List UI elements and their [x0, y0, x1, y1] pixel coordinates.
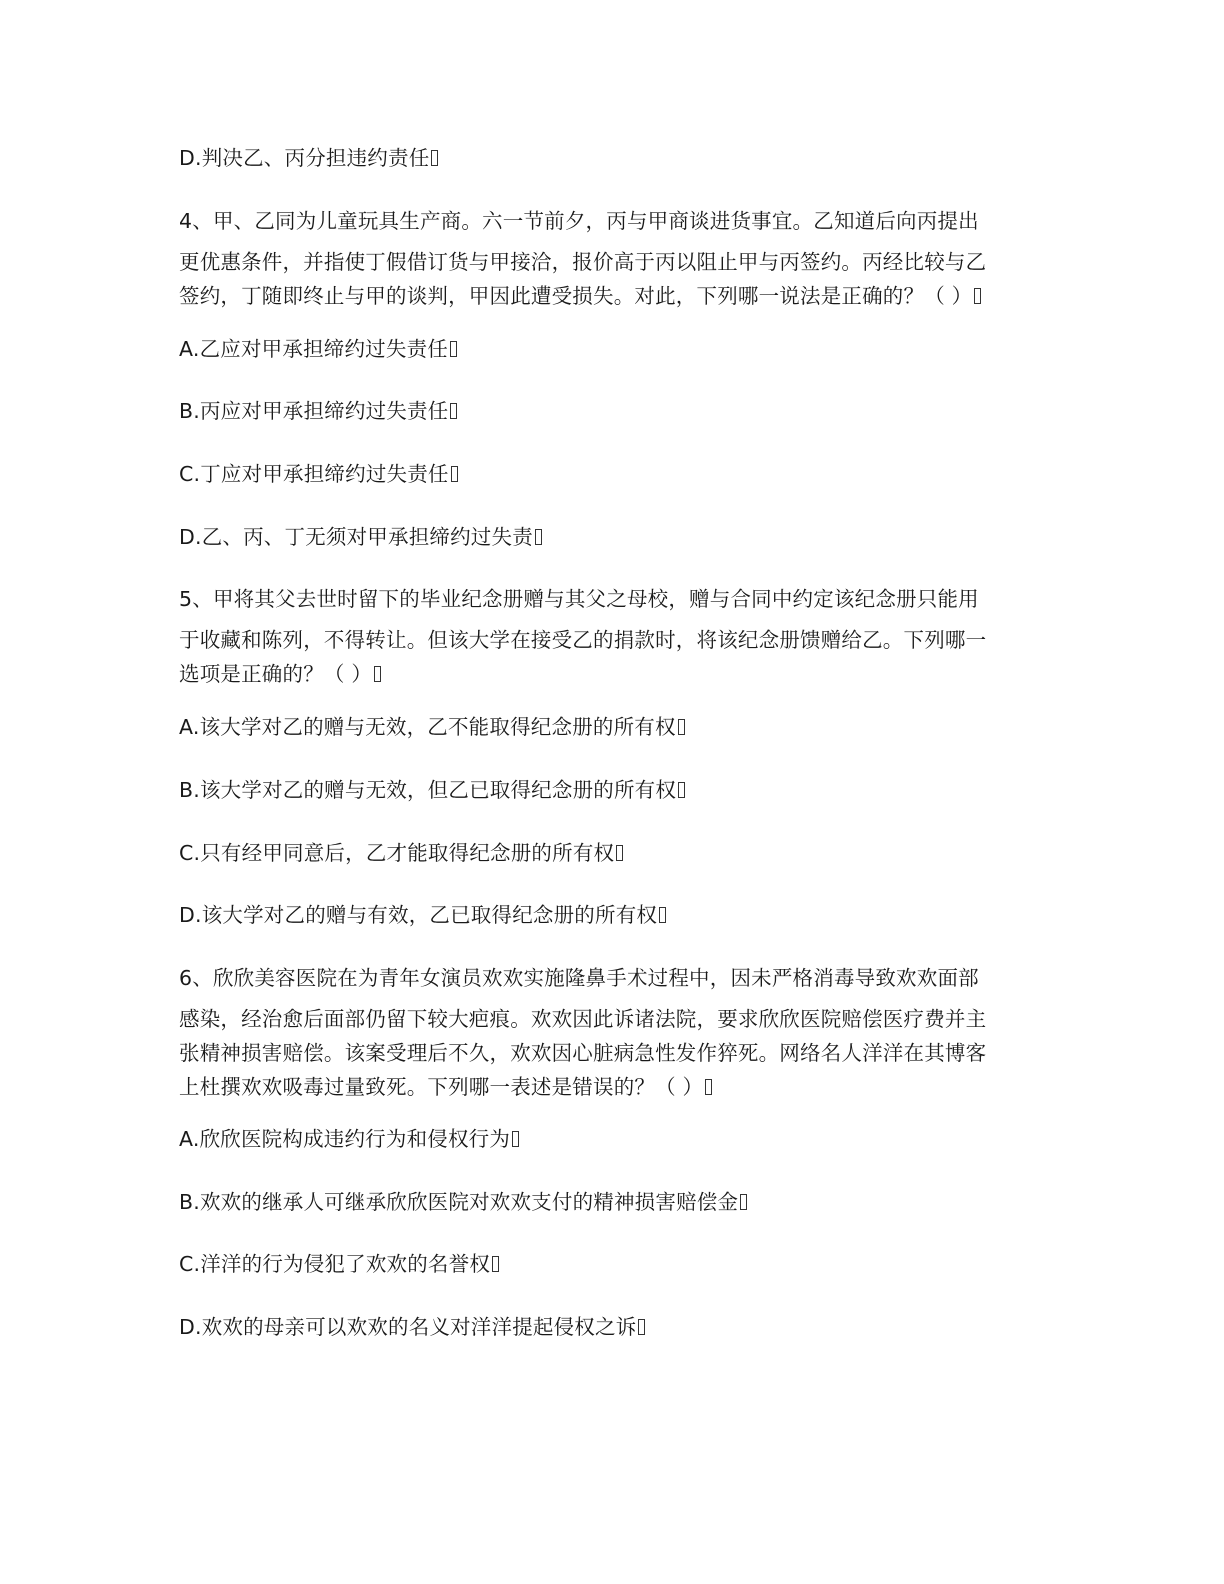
q5-stem-line-3 [179, 657, 1059, 691]
q5-option-a [179, 710, 1059, 744]
option-text: B.欢欢的继承人可继承欣欣医院对欢欢支付的精神损害赔偿金 [179, 1190, 739, 1214]
paragraph-mark-icon [740, 1194, 747, 1210]
paragraph-mark-icon [678, 782, 685, 798]
q6-option-b [179, 1185, 1059, 1219]
paragraph-mark-icon [974, 288, 981, 304]
q4-stem [179, 204, 1059, 313]
paragraph-mark-icon [450, 341, 457, 357]
q5-stem [179, 582, 1059, 691]
q3-option-d [179, 141, 1059, 175]
option-text: A.该大学对乙的赠与无效，乙不能取得纪念册的所有权 [179, 715, 676, 739]
q4-option-d [179, 520, 1059, 554]
q4-option-c [179, 457, 1059, 491]
q5-stem-line-1: 5、甲将其父去世时留下的毕业纪念册赠与其父之母校，赠与合同中约定该纪念册只能用 [179, 587, 979, 611]
q4-stem-line-2: 更优惠条件，并指使丁假借订货与甲接洽，报价高于丙以阻止甲与丙签约。丙经比较与乙 [179, 250, 987, 274]
q4-stem-line-3-text: 签约，丁随即终止与甲的谈判，甲因此遭受损失。对此，下列哪一说法是正确的？（ ） [179, 284, 973, 308]
option-text: D.乙、丙、丁无须对甲承担缔约过失责 [179, 525, 533, 549]
q4-stem-line-1: 4、甲、乙同为儿童玩具生产商。六一节前夕，丙与甲商谈进货事宜。乙知道后向丙提出 [179, 209, 979, 233]
option-text: D.欢欢的母亲可以欢欢的名义对洋洋提起侵权之诉 [179, 1315, 637, 1339]
option-text: A.欣欣医院构成违约行为和侵权行为 [179, 1127, 511, 1151]
paragraph-mark-icon [659, 907, 666, 923]
option-text: B.丙应对甲承担缔约过失责任 [179, 399, 449, 423]
option-text: B.该大学对乙的赠与无效，但乙已取得纪念册的所有权 [179, 778, 677, 802]
q4-option-a [179, 332, 1059, 366]
q5-option-c [179, 836, 1059, 870]
q6-stem-line-4 [179, 1070, 1059, 1104]
q6-option-d [179, 1310, 1059, 1344]
paragraph-mark-icon [638, 1319, 645, 1335]
option-text: D.判决乙、丙分担违约责任 [179, 146, 430, 170]
paragraph-mark-icon [705, 1079, 712, 1095]
paragraph-mark-icon [535, 529, 542, 545]
q5-stem-line-3-text: 选项是正确的？（ ） [179, 662, 373, 686]
q5-option-b [179, 773, 1059, 807]
paragraph-mark-icon [431, 150, 438, 166]
paragraph-mark-icon [616, 845, 623, 861]
paragraph-mark-icon [678, 719, 685, 735]
paragraph-mark-icon [512, 1131, 519, 1147]
q4-stem-line-3 [179, 279, 1059, 313]
q6-stem [179, 961, 1059, 1104]
q6-option-c [179, 1247, 1059, 1281]
paragraph-mark-icon [450, 403, 457, 419]
q6-stem-line-1: 6、欣欣美容医院在为青年女演员欢欢实施隆鼻手术过程中，因未严格消毒导致欢欢面部 [179, 966, 979, 990]
paragraph-mark-icon [492, 1256, 499, 1272]
q6-stem-line-4-text: 上杜撰欢欢吸毒过量致死。下列哪一表述是错误的？（ ） [179, 1075, 704, 1099]
option-text: D.该大学对乙的赠与有效，乙已取得纪念册的所有权 [179, 903, 658, 927]
option-text: C.丁应对甲承担缔约过失责任 [179, 462, 449, 486]
q6-stem-line-2: 感染，经治愈后面部仍留下较大疤痕。欢欢因此诉诸法院，要求欣欣医院赔偿医疗费并主 [179, 1007, 987, 1031]
q6-option-a [179, 1122, 1059, 1156]
option-text: C.只有经甲同意后，乙才能取得纪念册的所有权 [179, 841, 615, 865]
q4-option-b [179, 394, 1059, 428]
option-text: C.洋洋的行为侵犯了欢欢的名誉权 [179, 1252, 491, 1276]
paragraph-mark-icon [451, 466, 458, 482]
q5-option-d [179, 898, 1059, 932]
q5-stem-line-2: 于收藏和陈列，不得转让。但该大学在接受乙的捐款时，将该纪念册馈赠给乙。下列哪一 [179, 628, 987, 652]
option-text: A.乙应对甲承担缔约过失责任 [179, 337, 448, 361]
paragraph-mark-icon [374, 666, 381, 682]
q6-stem-line-3: 张精神损害赔偿。该案受理后不久，欢欢因心脏病急性发作猝死。网络名人洋洋在其博客 [179, 1041, 987, 1065]
